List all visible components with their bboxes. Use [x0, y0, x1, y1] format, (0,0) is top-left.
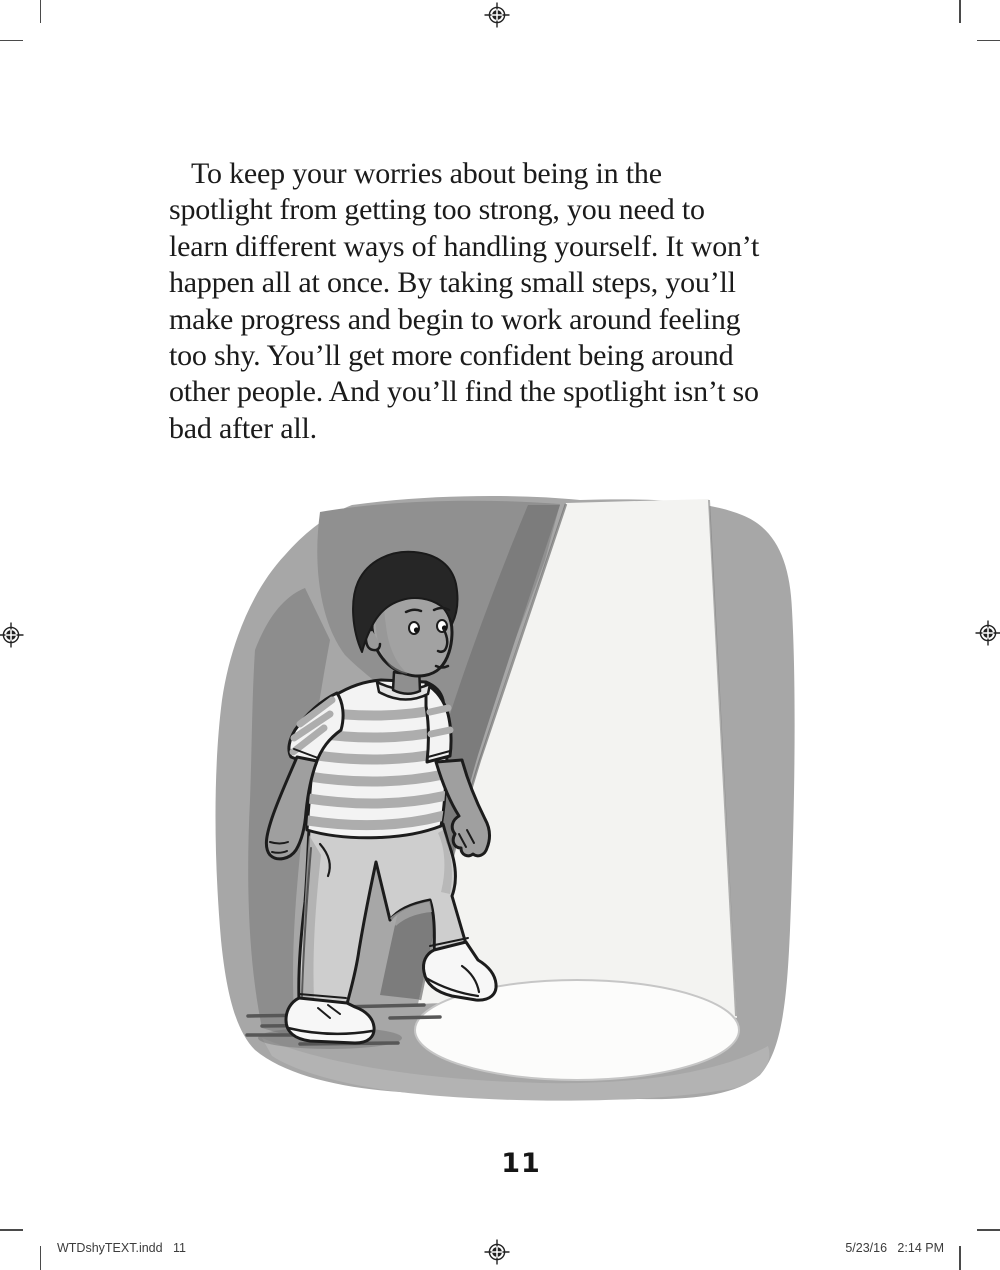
- slug-filename: WTDshyTEXT.indd 11: [57, 1241, 186, 1255]
- body-paragraph: [169, 156, 889, 447]
- paragraph-line: make progress and begin to work around feeling: [169, 302, 741, 336]
- page-number: 11: [501, 1148, 541, 1179]
- paragraph-line: bad after all.: [169, 411, 317, 445]
- crop-mark: [959, 1246, 961, 1270]
- paragraph-line: spotlight from getting too strong, you need to: [169, 193, 705, 227]
- paragraph-line: happen all at once. By taking small steps, you’ll: [169, 266, 736, 300]
- registration-mark-icon: [0, 622, 24, 648]
- crop-mark: [40, 0, 42, 23]
- paragraph-line: other people. And you’ll find the spotlight isn’t so: [169, 375, 759, 409]
- crop-mark: [40, 1246, 42, 1270]
- crop-mark: [977, 40, 1000, 42]
- crop-mark: [959, 0, 961, 23]
- paragraph-line: learn different ways of handling yourself. It won’t: [169, 229, 760, 263]
- paragraph-line: too shy. You’ll get more confident being around: [169, 339, 734, 373]
- crop-mark: [977, 1229, 1000, 1231]
- registration-mark-icon: [484, 2, 510, 28]
- paragraph-line: To keep your worries about being in the: [191, 157, 662, 190]
- slug-timestamp: 5/23/16 2:14 PM: [845, 1241, 944, 1255]
- spotlight-illustration: [205, 488, 800, 1105]
- registration-mark-icon: [975, 620, 1000, 646]
- crop-mark: [0, 1229, 23, 1231]
- registration-mark-icon: [484, 1239, 510, 1265]
- crop-mark: [0, 40, 23, 42]
